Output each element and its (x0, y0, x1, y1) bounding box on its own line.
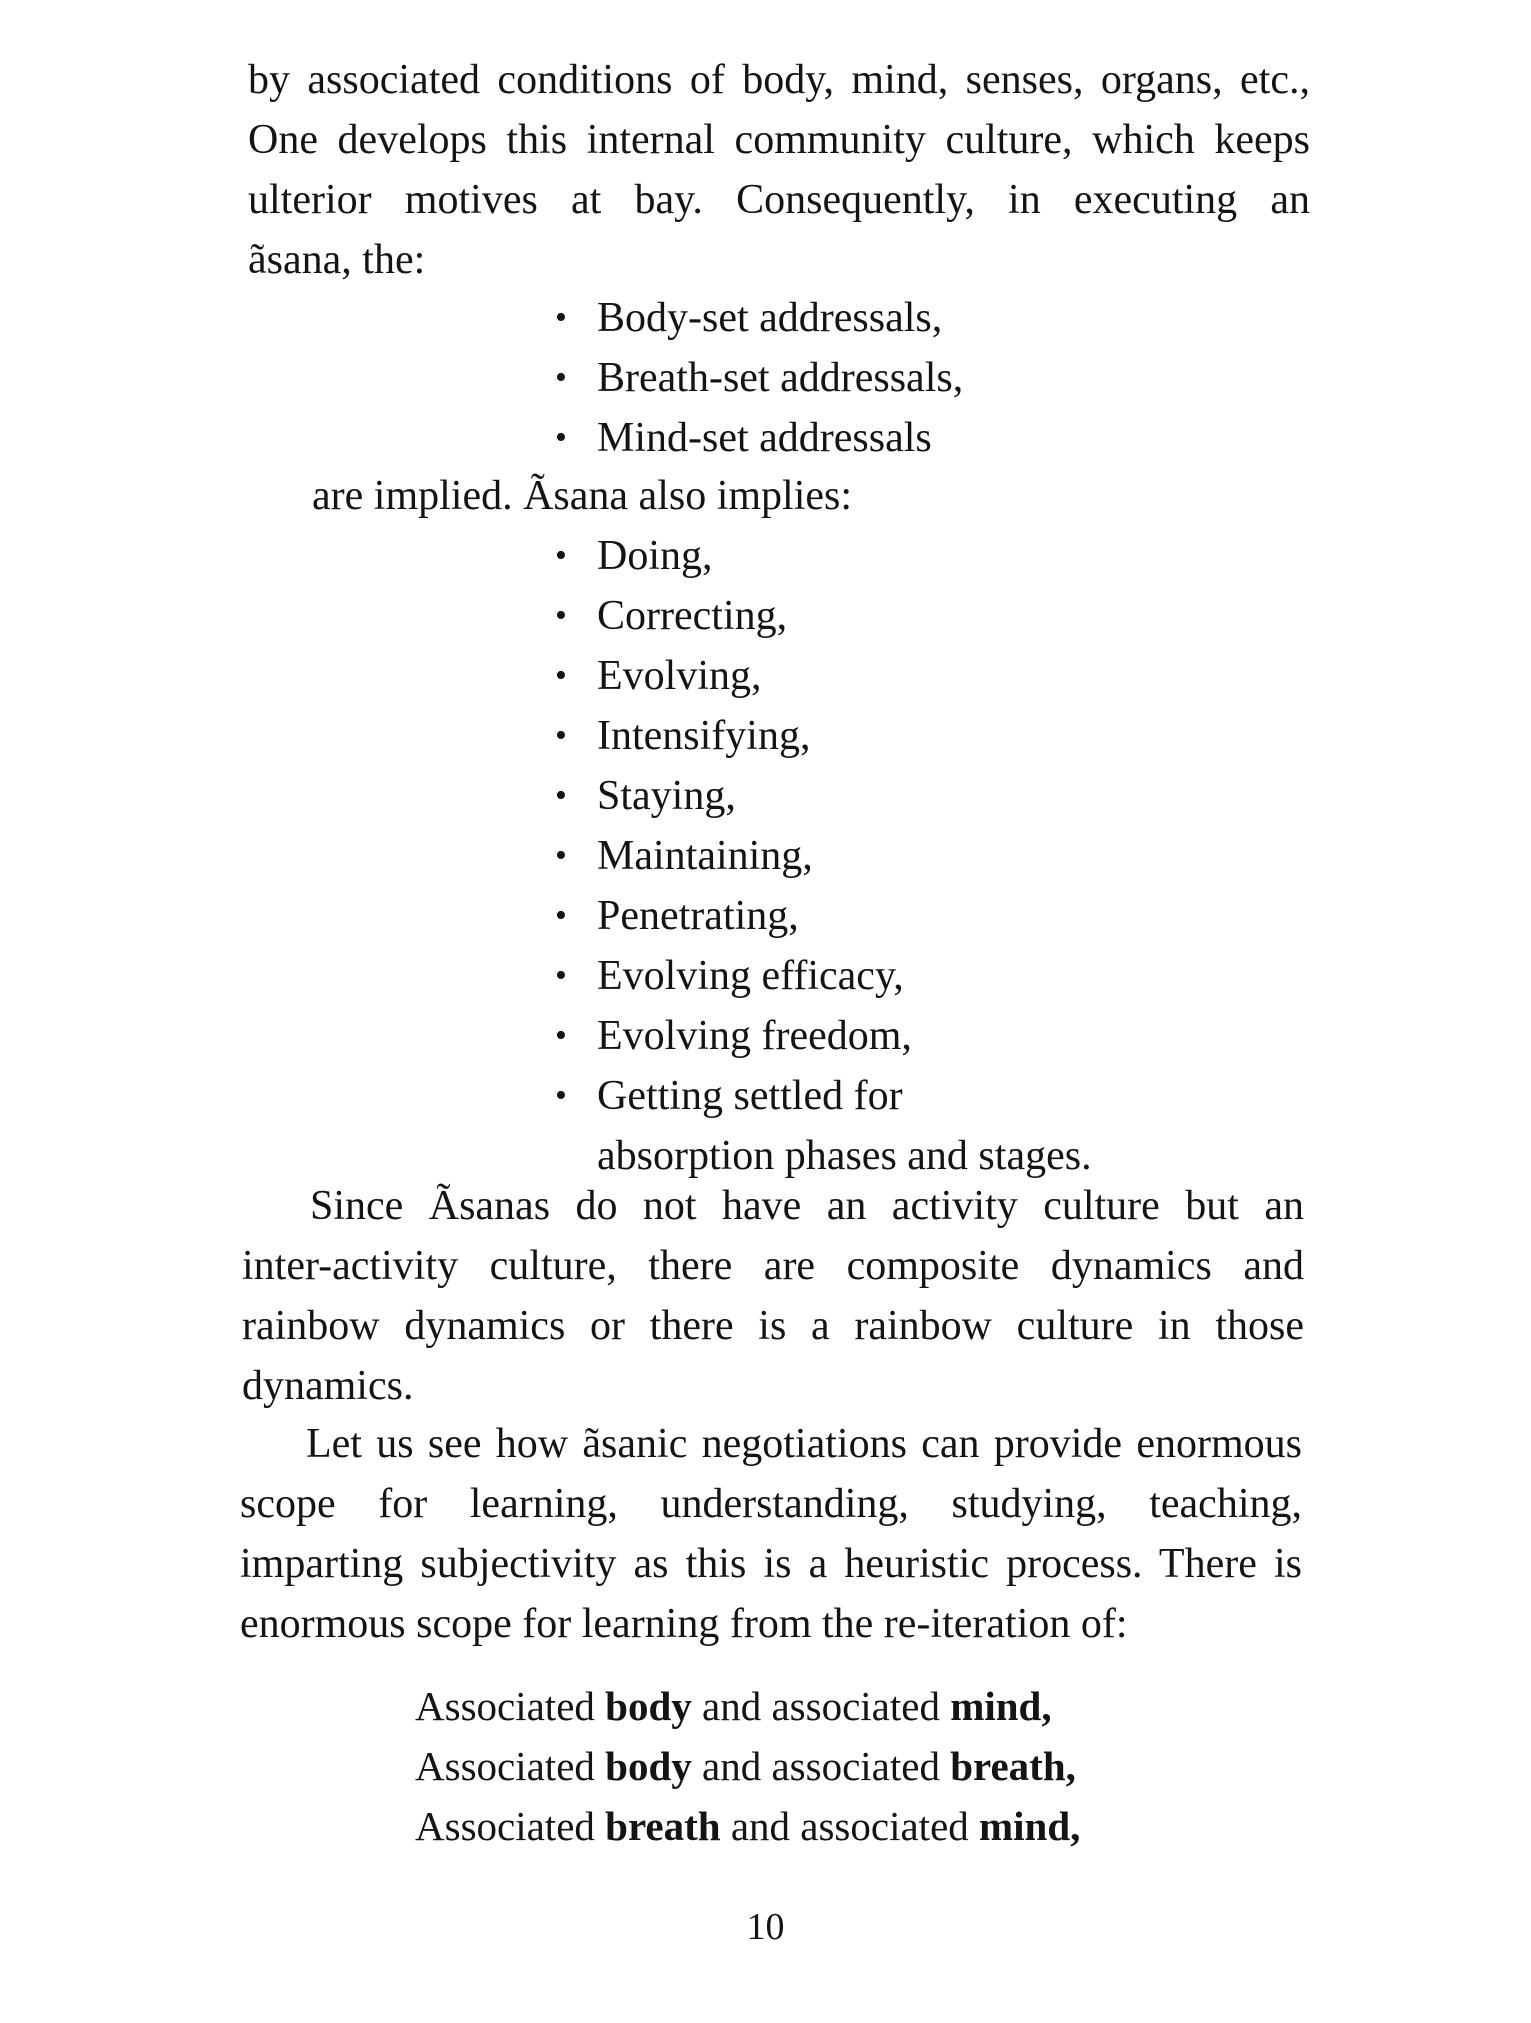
list-item: • Correcting, (555, 586, 1092, 646)
list-item: • Getting settled for (555, 1066, 1092, 1126)
bullet-icon: • (555, 897, 567, 934)
paragraph-3 (240, 1414, 1302, 1654)
list-item: • Body-set addressals, (555, 288, 963, 348)
association-line: Associated breath and associated mind, (415, 1803, 1081, 1849)
association-list (415, 1676, 1080, 1856)
text-line: enormous scope for learning from the re-iteration of: (240, 1601, 1128, 1647)
list-item: • Evolving freedom, (555, 1006, 1092, 1066)
bullet-icon: • (555, 1077, 567, 1114)
page-number: 10 (746, 1906, 785, 1948)
text-line: inter-activity culture, there are composite dynamics and (242, 1243, 1304, 1289)
text-line: One develops this internal community culture, which keeps (248, 117, 1310, 163)
bullet-icon: • (555, 1017, 567, 1054)
text-line: by associated conditions of body, mind, senses, organs, etc., (248, 57, 1310, 103)
association-line: Associated body and associated mind, (415, 1683, 1052, 1729)
implied-line: are implied. Ãsana also implies: (312, 473, 853, 519)
list-item-continuation: absorption phases and stages. (597, 1133, 1092, 1179)
text-line: Since Ãsanas do not have an activity culture but an (310, 1183, 1304, 1229)
association-line: Associated body and associated breath, (415, 1743, 1076, 1789)
list-item: • Mind-set addressals (555, 408, 963, 468)
text-line: ulterior motives at bay. Consequently, in executing an (248, 177, 1310, 223)
list-item: • Penetrating, (555, 886, 1092, 946)
bullet-icon: • (555, 419, 567, 456)
implies-list (555, 526, 1092, 1186)
bullet-icon: • (555, 957, 567, 994)
list-item: • Evolving, (555, 646, 1092, 706)
bullet-icon: • (555, 777, 567, 814)
paragraph-2 (242, 1176, 1304, 1416)
text-line: imparting subjectivity as this is a heuristic process. There is (240, 1541, 1302, 1587)
bullet-icon: • (555, 359, 567, 396)
addressals-list (555, 288, 963, 468)
list-item: • Staying, (555, 766, 1092, 826)
list-item: • Intensifying, (555, 706, 1092, 766)
list-item: • Breath-set addressals, (555, 348, 963, 408)
text-line: ãsana, the: (248, 237, 426, 283)
list-item: • Doing, (555, 526, 1092, 586)
text-line: scope for learning, understanding, studying, teaching, (240, 1481, 1302, 1527)
text-line: rainbow dynamics or there is a rainbow culture in those (242, 1303, 1304, 1349)
text-line: dynamics. (242, 1363, 414, 1409)
bullet-icon: • (555, 837, 567, 874)
bullet-icon: • (555, 299, 567, 336)
paragraph-1 (248, 50, 1310, 290)
list-item: • Maintaining, (555, 826, 1092, 886)
bullet-icon: • (555, 657, 567, 694)
list-item: • Evolving efficacy, (555, 946, 1092, 1006)
text-line: Let us see how ãsanic negotiations can provide enormous (306, 1421, 1302, 1467)
bullet-icon: • (555, 597, 567, 634)
bullet-icon: • (555, 537, 567, 574)
bullet-icon: • (555, 717, 567, 754)
